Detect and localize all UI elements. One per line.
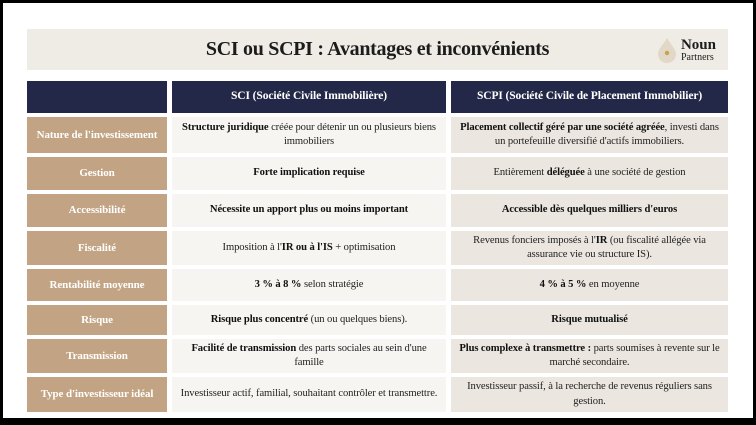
table-row xyxy=(27,305,728,335)
scpi-cell xyxy=(451,157,728,190)
scpi-cell xyxy=(451,339,728,373)
header-scpi: SCPI (Société Civile de Placement Immobilier) xyxy=(451,81,728,113)
text-segment: 3 % à 8 % xyxy=(254,278,302,290)
text-segment: Risque mutualisé xyxy=(551,313,628,325)
text-segment: Accessible dès quelques milliers d'euros xyxy=(501,204,678,216)
text-segment: Forte implication requise xyxy=(253,167,365,179)
text-segment: Entièrement xyxy=(493,167,547,179)
text-segment: Nécessite un apport plus ou moins important xyxy=(209,204,409,216)
page-title: SCI ou SCPI : Avantages et inconvénients xyxy=(205,38,550,60)
text-segment: 4 % à 5 % xyxy=(539,278,587,290)
text-segment: Structure juridique xyxy=(182,121,269,133)
header-sci: SCI (Société Civile Immobilière) xyxy=(172,81,446,113)
table-row xyxy=(27,194,728,227)
text-segment: Revenus fonciers imposés à l' xyxy=(473,234,596,246)
text-segment: Plus complexe à transmettre : xyxy=(459,342,592,354)
text-segment: (un ou quelques biens). xyxy=(308,313,408,325)
table-row xyxy=(27,377,728,412)
table-row xyxy=(27,269,728,301)
table-row xyxy=(27,117,728,153)
text-segment: déléguée xyxy=(546,167,585,179)
row-label: Transmission xyxy=(27,339,167,373)
text-segment: IR xyxy=(595,234,608,246)
text-segment: IR ou à l'IS xyxy=(281,241,333,253)
drop-icon xyxy=(657,37,677,63)
text-segment: Placement collectif géré par une société agréée xyxy=(460,121,665,133)
text-segment: Investisseur actif, familial, souhaitant contrôler et transmettre. xyxy=(180,388,438,400)
text-segment: Risque plus concentré xyxy=(210,313,309,325)
logo xyxy=(657,34,716,66)
table-row xyxy=(27,157,728,190)
row-label: Rentabilité moyenne xyxy=(27,269,167,301)
sci-cell xyxy=(172,194,446,227)
sci-cell xyxy=(172,231,446,265)
table-row xyxy=(27,339,728,373)
row-label: Gestion xyxy=(27,157,167,190)
scpi-cell xyxy=(451,194,728,227)
text-segment: Investisseur passif, à la recherche de revenus réguliers sans gestion. xyxy=(467,381,712,407)
scpi-cell xyxy=(451,377,728,412)
sci-cell xyxy=(172,377,446,412)
sci-cell xyxy=(172,117,446,153)
sci-cell xyxy=(172,339,446,373)
logo-line1: Noun xyxy=(680,36,716,53)
logo-line2: Partners xyxy=(680,51,714,63)
scpi-cell xyxy=(451,269,728,301)
text-segment: en moyenne xyxy=(586,278,640,290)
comparison-table xyxy=(27,81,728,416)
text-segment: (ou fiscalité allégée via assurance vie ou structure IS). xyxy=(527,234,706,260)
text-segment: Facilité de transmission xyxy=(191,342,297,354)
text-segment: parts soumises à revente sur le marché secondaire. xyxy=(549,342,720,368)
text-segment: des parts sociales au sein d'une famille xyxy=(294,342,427,368)
scpi-cell xyxy=(451,231,728,265)
text-segment: à une société de gestion xyxy=(584,167,686,179)
title-bar xyxy=(27,29,728,70)
text-segment: , investi dans un portefeuille diversifié d'actifs immobiliers. xyxy=(494,121,719,147)
row-label: Fiscalité xyxy=(27,231,167,265)
row-label: Type d'investisseur idéal xyxy=(27,377,167,412)
table-row xyxy=(27,231,728,265)
text-segment: Imposition à l' xyxy=(222,241,282,253)
page xyxy=(3,3,753,418)
text-segment: créée pour détenir un ou plusieurs biens immobiliers xyxy=(268,121,436,147)
header-row xyxy=(27,81,728,113)
sci-cell xyxy=(172,305,446,335)
sci-cell xyxy=(172,269,446,301)
scpi-cell xyxy=(451,305,728,335)
sci-cell xyxy=(172,157,446,190)
scpi-cell xyxy=(451,117,728,153)
row-label: Risque xyxy=(27,305,167,335)
text-segment: selon stratégie xyxy=(301,278,364,290)
row-label: Nature de l'investissement xyxy=(27,117,167,153)
row-label: Accessibilité xyxy=(27,194,167,227)
text-segment: + optimisation xyxy=(332,241,396,253)
header-empty xyxy=(27,81,167,113)
